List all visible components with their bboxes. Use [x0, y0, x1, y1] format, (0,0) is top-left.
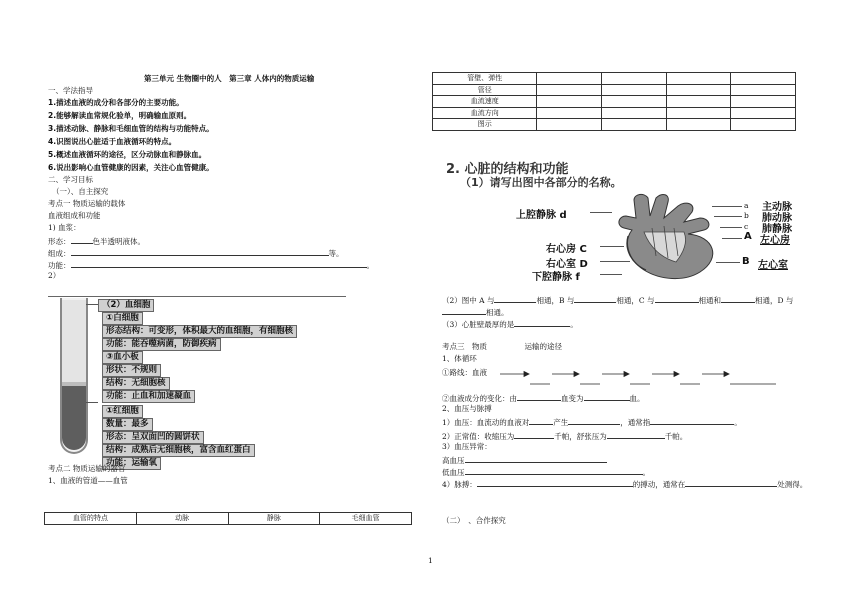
- point3-title: 考点三 物质 运输的途径: [442, 342, 562, 351]
- cooperative-heading: （二） 、合作探究: [442, 516, 506, 525]
- letter-a: a: [744, 201, 749, 210]
- label-superior-vena-cava: 上腔静脉 d: [516, 210, 567, 221]
- heart-title: 2. 心脏的结构和功能: [446, 162, 569, 177]
- wbc-line: 功能：能吞噬病菌，防御疾病: [102, 338, 221, 351]
- form-line: 形态： 色半透明液体。: [48, 237, 145, 246]
- guidance-heading: 一、学法指导: [48, 86, 93, 95]
- circulation-heading: 1、体循环: [442, 354, 477, 363]
- self-study-heading: （一）、自主探究: [52, 187, 109, 196]
- letter-b: b: [744, 211, 749, 220]
- table-header-cell: 血管的特点: [45, 513, 137, 525]
- test-tube-icon: [60, 298, 88, 454]
- guidance-item: 6.说出影响心血管健康的因素，关注心血管健康。: [48, 163, 214, 172]
- wbc-title: ①白细胞: [102, 312, 143, 325]
- goals-heading: 二、学习目标: [48, 175, 93, 184]
- vessel-header-table: [44, 512, 412, 525]
- route-arrows: [500, 368, 790, 388]
- blood-composition: 血液组成和功能: [48, 211, 101, 220]
- label-pulmonary-vein: 肺静脉: [762, 224, 792, 235]
- item-2: 2）: [48, 271, 61, 280]
- guidance-item: 3.描述动脉、静脉和毛细血管的结构与功能特点。: [48, 124, 214, 133]
- question-3: （3）心脏壁最厚的是 。: [442, 320, 578, 329]
- function-line: 功能： 。: [48, 261, 374, 270]
- label-right-atrium: 右心房 C: [546, 244, 587, 255]
- point2-title: 考点二 物质运输的器官: [48, 464, 126, 473]
- blood-cell-header: （2）血细胞: [98, 299, 154, 312]
- blood-cells-figure: [48, 292, 348, 468]
- composition-line: 组成： 等。: [48, 249, 344, 258]
- plasma-label: 1) 血浆：: [48, 223, 81, 232]
- red-line: 形态：呈双面凹的圆饼状: [102, 431, 204, 444]
- red-line: 数量：最多: [102, 418, 153, 431]
- vessel-table: [432, 72, 796, 131]
- letter-A: A: [744, 231, 752, 242]
- letter-B: B: [742, 256, 750, 267]
- table-row: 血流方向: [433, 107, 796, 119]
- table-header-cell: 动脉: [136, 513, 228, 525]
- bp-3: 3）血压异常：: [442, 442, 492, 451]
- question-2-end: 相通。: [442, 306, 509, 318]
- label-left-ventricle: 左心室: [758, 260, 788, 271]
- question-2: （2）图中 A 与 相通，B 与 相通，C 与 相通和 相通，D 与: [442, 296, 794, 305]
- vessels-heading: 1、血液的管道——血管: [48, 476, 128, 485]
- high-bp: 高血压: [442, 454, 607, 466]
- guidance-item: 4.识图说出心脏适于血液循环的特点。: [48, 137, 177, 146]
- wbc-line: 形态结构：可变形，体积最大的血细胞，有细胞核: [102, 325, 297, 338]
- bp-1: 1）血压：血流动的血液对 产生 ，通常指 。: [442, 418, 742, 427]
- change-line: ②血液成分的变化：由 血变为 血。: [442, 394, 645, 403]
- platelet-title: ③血小板: [102, 351, 143, 364]
- page-title: 第三单元 生物圈中的人 第三章 人体内的物质运输: [144, 74, 315, 83]
- bp-2: 2）正常值：收缩压为 千帕，舒张压为 千帕。: [442, 432, 688, 441]
- guidance-item: 5.概述血液循环的途径，区分动脉血和静脉血。: [48, 150, 207, 159]
- label-inferior-vena-cava: 下腔静脉 f: [532, 272, 580, 283]
- guidance-item: 1.描述血液的成分和各部分的主要功能。: [48, 98, 184, 107]
- label-right-ventricle: 右心室 D: [546, 259, 588, 270]
- low-bp: 低血压 。: [442, 468, 650, 477]
- platelet-line: 形状：不规则: [102, 364, 161, 377]
- route-line: ①路线：血液: [442, 368, 487, 377]
- table-row: 血流速度: [433, 96, 796, 108]
- platelet-line: 结构：无细胞核: [102, 377, 170, 390]
- table-header-cell: 静脉: [228, 513, 320, 525]
- red-line: 结构：成熟后无细胞核，富含血红蛋白: [102, 444, 255, 457]
- label-aorta: 主动脉: [762, 202, 792, 213]
- guidance-item: 2.能够解读血常规化验单，明确输血原则。: [48, 111, 192, 120]
- letter-c: c: [744, 222, 749, 231]
- label-pulmonary-artery: 肺动脉: [762, 213, 792, 224]
- table-row: 管径: [433, 84, 796, 96]
- heart-subtitle: （1）请写出图中各部分的名称。: [460, 176, 622, 189]
- page-number: 1: [428, 556, 433, 565]
- platelet-line: 功能：止血和加速凝血: [102, 390, 195, 403]
- point1-title: 考点一 物质运输的载体: [48, 199, 126, 208]
- red-title: ①红细胞: [102, 405, 143, 418]
- table-row: 管壁、弹性: [433, 73, 796, 85]
- pulse-line: 4）脉搏： 的搏动，通常在 处测得。: [442, 480, 808, 489]
- label-left-atrium: 左心房: [760, 235, 790, 246]
- bp-heading: 2、血压与脉搏: [442, 404, 492, 413]
- table-row: 图示: [433, 119, 796, 131]
- red-line: 功能：运输氧: [102, 457, 161, 470]
- table-header-cell: 毛细血管: [320, 513, 412, 525]
